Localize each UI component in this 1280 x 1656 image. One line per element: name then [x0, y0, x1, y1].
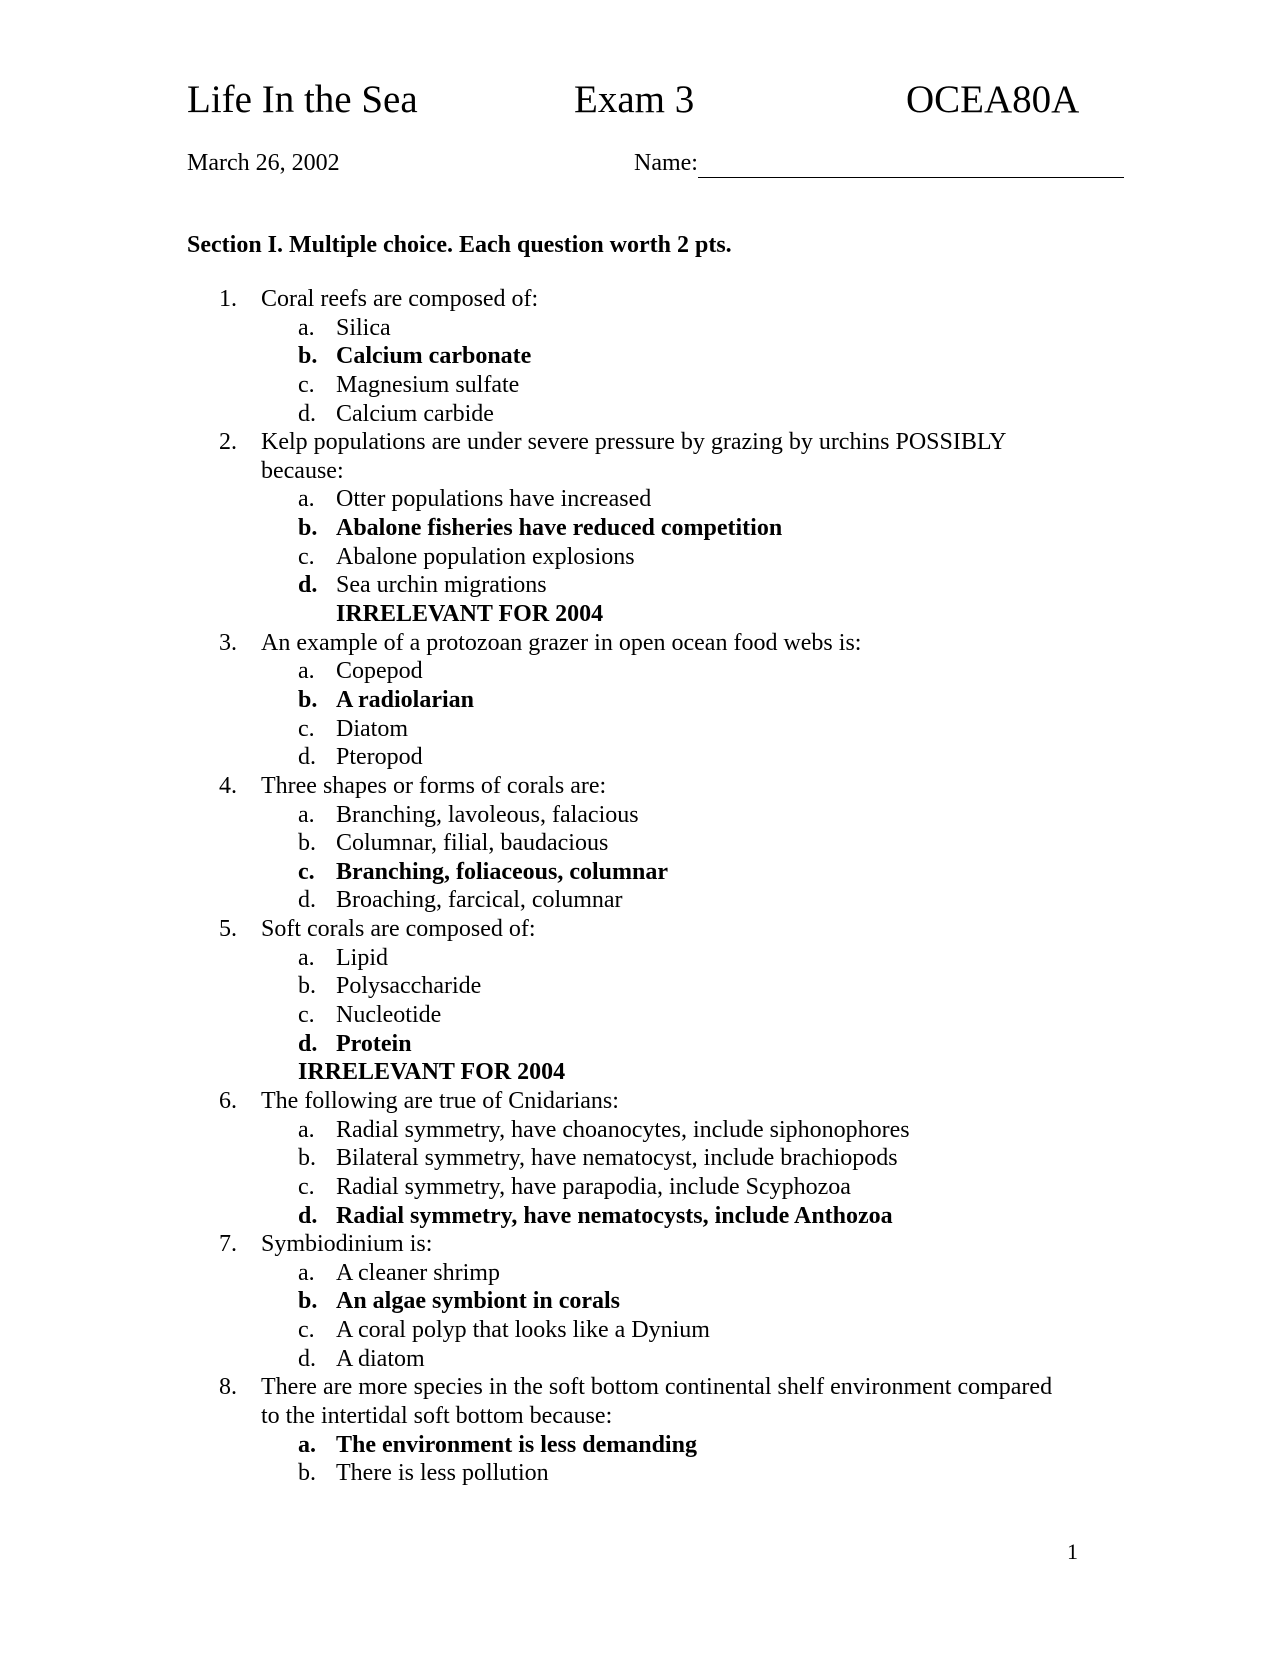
choice-letter: b. [298, 343, 318, 370]
question-text: because: [261, 457, 344, 484]
choice-text: There is less pollution [336, 1460, 549, 1487]
answer-choice [0, 514, 1280, 543]
question-line [0, 772, 1280, 801]
answer-choice [0, 944, 1280, 973]
irrelevant-note: IRRELEVANT FOR 2004 [298, 1059, 566, 1086]
answer-choice [0, 715, 1280, 744]
answer-choice [0, 972, 1280, 1001]
choice-letter: a. [298, 1116, 315, 1143]
answer-choice [0, 400, 1280, 429]
answer-choice [0, 485, 1280, 514]
question-line [0, 629, 1280, 658]
answer-choice [0, 657, 1280, 686]
answer-choice [0, 1202, 1280, 1231]
question-number: 6. [219, 1087, 237, 1114]
question-list [0, 285, 1280, 1488]
name-field [634, 148, 1124, 178]
choice-text: Magnesium sulfate [336, 371, 520, 398]
choice-letter: d. [298, 1345, 316, 1372]
choice-letter: a. [298, 801, 315, 828]
choice-text: Radial symmetry, have nematocysts, include Anthozoa [336, 1202, 893, 1229]
choice-letter: c. [298, 543, 315, 570]
choice-text: A radiolarian [336, 686, 475, 713]
question-number: 1. [219, 286, 237, 312]
question-number: 8. [219, 1374, 237, 1401]
question-line [0, 1230, 1280, 1259]
choice-text: The environment is less demanding [336, 1431, 697, 1458]
choice-text: A coral polyp that looks like a Dynium [336, 1317, 710, 1344]
choice-text: Calcium carbonate [336, 343, 532, 370]
question-text: Soft corals are composed of: [261, 916, 536, 943]
answer-choice [0, 1173, 1280, 1202]
choice-text: Columnar, filial, baudacious [336, 830, 609, 857]
answer-choice [0, 314, 1280, 343]
course-code: OCEA80A [906, 78, 1080, 121]
choice-text: Abalone population explosions [336, 543, 635, 570]
choice-letter: a. [298, 1259, 315, 1286]
answer-choice [0, 1287, 1280, 1316]
choice-letter: a. [298, 658, 315, 685]
choice-letter: a. [298, 944, 315, 971]
choice-letter: c. [298, 1002, 315, 1029]
choice-letter: d. [298, 1030, 318, 1057]
choice-letter: a. [298, 486, 315, 513]
choice-letter: c. [298, 1317, 315, 1344]
choice-letter: d. [298, 744, 316, 771]
question-note-line [0, 1058, 1280, 1087]
choice-text: Broaching, farcical, columnar [336, 887, 623, 914]
answer-choice [0, 1001, 1280, 1030]
choice-text: Branching, foliaceous, columnar [336, 858, 669, 885]
choice-text: An algae symbiont in corals [336, 1288, 621, 1315]
choice-letter: b. [298, 515, 318, 542]
choice-text: Sea urchin migrations [336, 572, 547, 599]
choice-text: Otter populations have increased [336, 486, 652, 513]
exam-title: Exam 3 [574, 78, 695, 121]
answer-choice [0, 571, 1280, 600]
question-number: 3. [219, 629, 237, 656]
course-name: Life In the Sea [187, 78, 418, 121]
question-line [0, 1402, 1280, 1431]
choice-text: Polysaccharide [336, 973, 482, 1000]
answer-choice [0, 1431, 1280, 1460]
answer-choice [0, 801, 1280, 830]
choice-letter: b. [298, 1145, 316, 1172]
question-text: Kelp populations are under severe pressure by grazing by urchins POSSIBLY [261, 429, 1007, 456]
choice-text: Nucleotide [336, 1002, 442, 1029]
question-number: 5. [219, 916, 237, 943]
answer-choice [0, 342, 1280, 371]
answer-choice [0, 1116, 1280, 1145]
question-line [0, 1087, 1280, 1116]
question-text: The following are true of Cnidarians: [261, 1087, 619, 1114]
choice-letter: d. [298, 1202, 318, 1229]
question-note-line [0, 600, 1280, 629]
choice-text: Pteropod [336, 744, 423, 771]
choice-letter: d. [298, 887, 316, 914]
choice-text: Bilateral symmetry, have nematocyst, include brachiopods [336, 1145, 898, 1172]
question-text: Coral reefs are composed of: [261, 286, 539, 312]
choice-letter: a. [298, 1431, 316, 1458]
exam-date: March 26, 2002 [187, 150, 340, 176]
choice-text: Copepod [336, 658, 423, 685]
question-text: An example of a protozoan grazer in open ocean food webs is: [261, 629, 862, 656]
irrelevant-note: IRRELEVANT FOR 2004 [336, 601, 604, 628]
question-text: to the intertidal soft bottom because: [261, 1402, 613, 1429]
choice-letter: b. [298, 973, 316, 1000]
question-text: Three shapes or forms of corals are: [261, 772, 607, 799]
choice-text: A cleaner shrimp [336, 1259, 500, 1286]
question-line [0, 457, 1280, 486]
choice-letter: b. [298, 1288, 318, 1315]
choice-letter: d. [298, 572, 318, 599]
answer-choice [0, 1259, 1280, 1288]
choice-letter: c. [298, 371, 315, 398]
name-blank-line [698, 151, 1124, 178]
answer-choice [0, 1345, 1280, 1374]
choice-text: Protein [336, 1030, 412, 1057]
question-text: Symbiodinium is: [261, 1231, 433, 1258]
answer-choice [0, 686, 1280, 715]
choice-letter: b. [298, 830, 316, 857]
choice-letter: a. [298, 314, 315, 341]
question-number: 2. [219, 429, 237, 456]
answer-choice [0, 1316, 1280, 1345]
name-label: Name: [634, 150, 698, 176]
question-line [0, 285, 1280, 314]
question-line [0, 1373, 1280, 1402]
question-text: There are more species in the soft bottom continental shelf environment compared [261, 1374, 1053, 1401]
choice-text: Diatom [336, 715, 408, 742]
answer-choice [0, 829, 1280, 858]
choice-letter: d. [298, 400, 316, 427]
question-line [0, 428, 1280, 457]
question-line [0, 915, 1280, 944]
choice-letter: c. [298, 858, 315, 885]
choice-text: Branching, lavoleous, falacious [336, 801, 639, 828]
choice-text: Abalone fisheries have reduced competition [336, 515, 783, 542]
answer-choice [0, 886, 1280, 915]
question-number: 4. [219, 772, 237, 799]
choice-letter: c. [298, 715, 315, 742]
answer-choice [0, 1030, 1280, 1059]
choice-text: Lipid [336, 944, 388, 971]
answer-choice [0, 743, 1280, 772]
choice-letter: b. [298, 686, 318, 713]
section-title: Section I. Multiple choice. Each question worth 2 pts. [187, 232, 732, 258]
choice-letter: c. [298, 1173, 315, 1200]
choice-text: Radial symmetry, have parapodia, include Scyphozoa [336, 1173, 851, 1200]
answer-choice [0, 543, 1280, 572]
choice-text: Silica [336, 314, 391, 341]
answer-choice [0, 1144, 1280, 1173]
choice-text: A diatom [336, 1345, 425, 1372]
question-number: 7. [219, 1231, 237, 1258]
choice-text: Radial symmetry, have choanocytes, include siphonophores [336, 1116, 910, 1143]
answer-choice [0, 858, 1280, 887]
answer-choice [0, 371, 1280, 400]
choice-letter: b. [298, 1460, 316, 1487]
page-number: 1 [1067, 1539, 1078, 1564]
answer-choice [0, 1459, 1280, 1488]
choice-text: Calcium carbide [336, 400, 494, 427]
